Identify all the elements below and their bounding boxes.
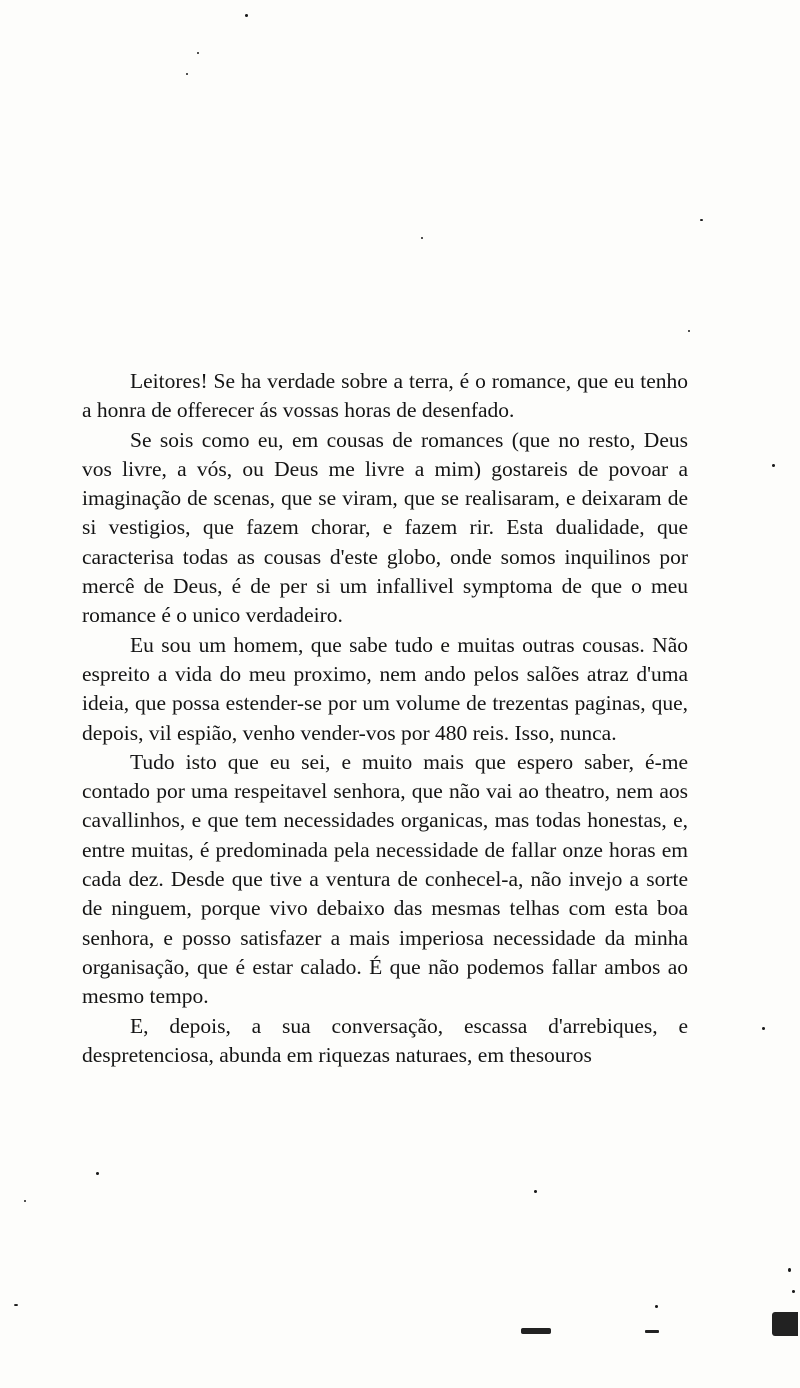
scan-speck bbox=[788, 1268, 791, 1272]
scan-speck bbox=[688, 330, 690, 332]
scan-speck bbox=[186, 73, 188, 75]
scan-smudge bbox=[645, 1330, 659, 1333]
paragraph: Se sois como eu, em cousas de romances (que no resto, Deus vos livre, a vós, ou Deus me livre a mim) gostareis de povoar a imaginação de scenas, que se viram, que se realisaram, e deixaram de si vestigios, que fazem chorar, e fazem rir. Esta dualidade, que caracterisa todas as cousas d'este globo, onde somos inquilinos por mercê de Deus, é de per si um infallivel symptoma de que o meu romance é o unico verdadeiro. bbox=[82, 427, 688, 628]
paragraph: Leitores! Se ha verdade sobre a terra, é o romance, que eu tenho a honra de offerecer ás vossas horas de desenfado. bbox=[82, 369, 688, 423]
scan-speck bbox=[700, 219, 703, 221]
paragraph: E, depois, a sua conversação, escassa d'arrebiques, e despretenciosa, abunda em riquezas naturaes, em thesouros bbox=[82, 1013, 688, 1067]
scan-speck bbox=[24, 1200, 26, 1202]
scan-speck bbox=[762, 1027, 765, 1030]
scan-speck bbox=[421, 237, 423, 239]
scan-speck bbox=[14, 1304, 18, 1306]
scan-speck bbox=[197, 52, 199, 54]
scan-speck bbox=[96, 1172, 99, 1175]
paragraph: Eu sou um homem, que sabe tudo e muitas outras cousas. Não espreito a vida do meu proximo, nem ando pelos salões atraz d'uma ideia, que possa estender-se por um volume de trezentas paginas, que, depois, vil espião, venho vender-vos por 480 reis. Isso, nunca. bbox=[82, 632, 688, 745]
scan-speck bbox=[245, 14, 248, 17]
scan-speck bbox=[534, 1190, 537, 1193]
scan-speck bbox=[772, 464, 775, 467]
scan-speck bbox=[792, 1290, 795, 1293]
paragraph: Tudo isto que eu sei, e muito mais que espero saber, é-me contado por uma respeitavel senhora, que não vai ao theatro, nem aos cavallinhos, e que tem necessidades organicas, mas todas honestas, e, entre muitas, é predominada pela necessidade de fallar onze horas em cada dez. Desde que tive a ventura de conhecel-a, não invejo a sorte de ninguem, porque vivo debaixo das mesmas telhas com esta boa senhora, e posso satisfazer a mais imperiosa necessidade da minha organisação, que é estar calado. É que não podemos fallar ambos ao mesmo tempo. bbox=[82, 749, 688, 1009]
scan-smudge bbox=[772, 1312, 798, 1336]
body-text bbox=[82, 367, 688, 1070]
scan-speck bbox=[655, 1305, 658, 1308]
scan-smudge bbox=[521, 1328, 551, 1334]
